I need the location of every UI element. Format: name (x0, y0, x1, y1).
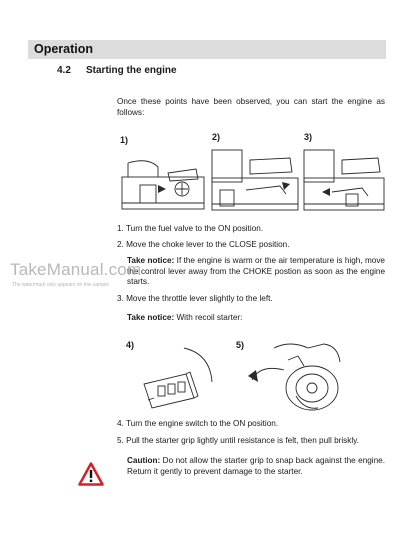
note-2-label: Take notice: (127, 313, 175, 322)
note-1 (127, 256, 385, 288)
step-5: 5. Pull the starter grip lightly until resistance is felt, then pull briskly. (117, 436, 359, 445)
step-3: 3. Move the throttle lever slightly to the left. (117, 294, 273, 303)
caution-note (127, 456, 385, 477)
figure-5-label: 5) (236, 340, 245, 350)
watermark: TakeManual.com (10, 260, 142, 279)
intro-paragraph: Once these points have been observed, you can start the engine as follows: (117, 97, 385, 117)
caution-label: Caution: (127, 456, 161, 465)
figure-5-recoil-starter (234, 336, 349, 416)
figure-4-label: 4) (126, 340, 135, 350)
warning-triangle-icon (78, 462, 104, 486)
figure-3-throttle-lever (302, 130, 387, 223)
subsection-number: 4.2 (57, 65, 71, 76)
figure-4-engine-switch (124, 338, 224, 413)
note-1-text: If the engine is warm or the air temperature is high, move the control lever away from the CHOKE postion as soon as the engine starts. (127, 256, 385, 286)
step-1: 1. Turn the fuel valve to the ON position. (117, 224, 264, 233)
figure-1-fuel-valve (118, 133, 208, 223)
step-2: 2. Move the choke lever to the CLOSE position. (117, 240, 290, 249)
watermark-subtext: The watermark only appears on this sample (12, 282, 109, 288)
subsection-title: Starting the engine (86, 65, 177, 76)
section-title: Operation (34, 42, 94, 56)
section-header-bar (28, 40, 386, 59)
figure-2-choke-lever (210, 130, 300, 223)
note-2 (127, 313, 385, 324)
caution-text: Do not allow the starter grip to snap back against the engine. Return it gently to prevent damage to the starter. (127, 456, 385, 476)
note-1-label: Take notice: (127, 256, 175, 265)
figure-3-label: 3) (304, 132, 313, 142)
note-2-text: With recoil starter: (174, 313, 243, 322)
figure-2-label: 2) (212, 132, 221, 142)
step-4: 4. Turn the engine switch to the ON position. (117, 419, 279, 428)
figure-1-label: 1) (120, 135, 129, 145)
